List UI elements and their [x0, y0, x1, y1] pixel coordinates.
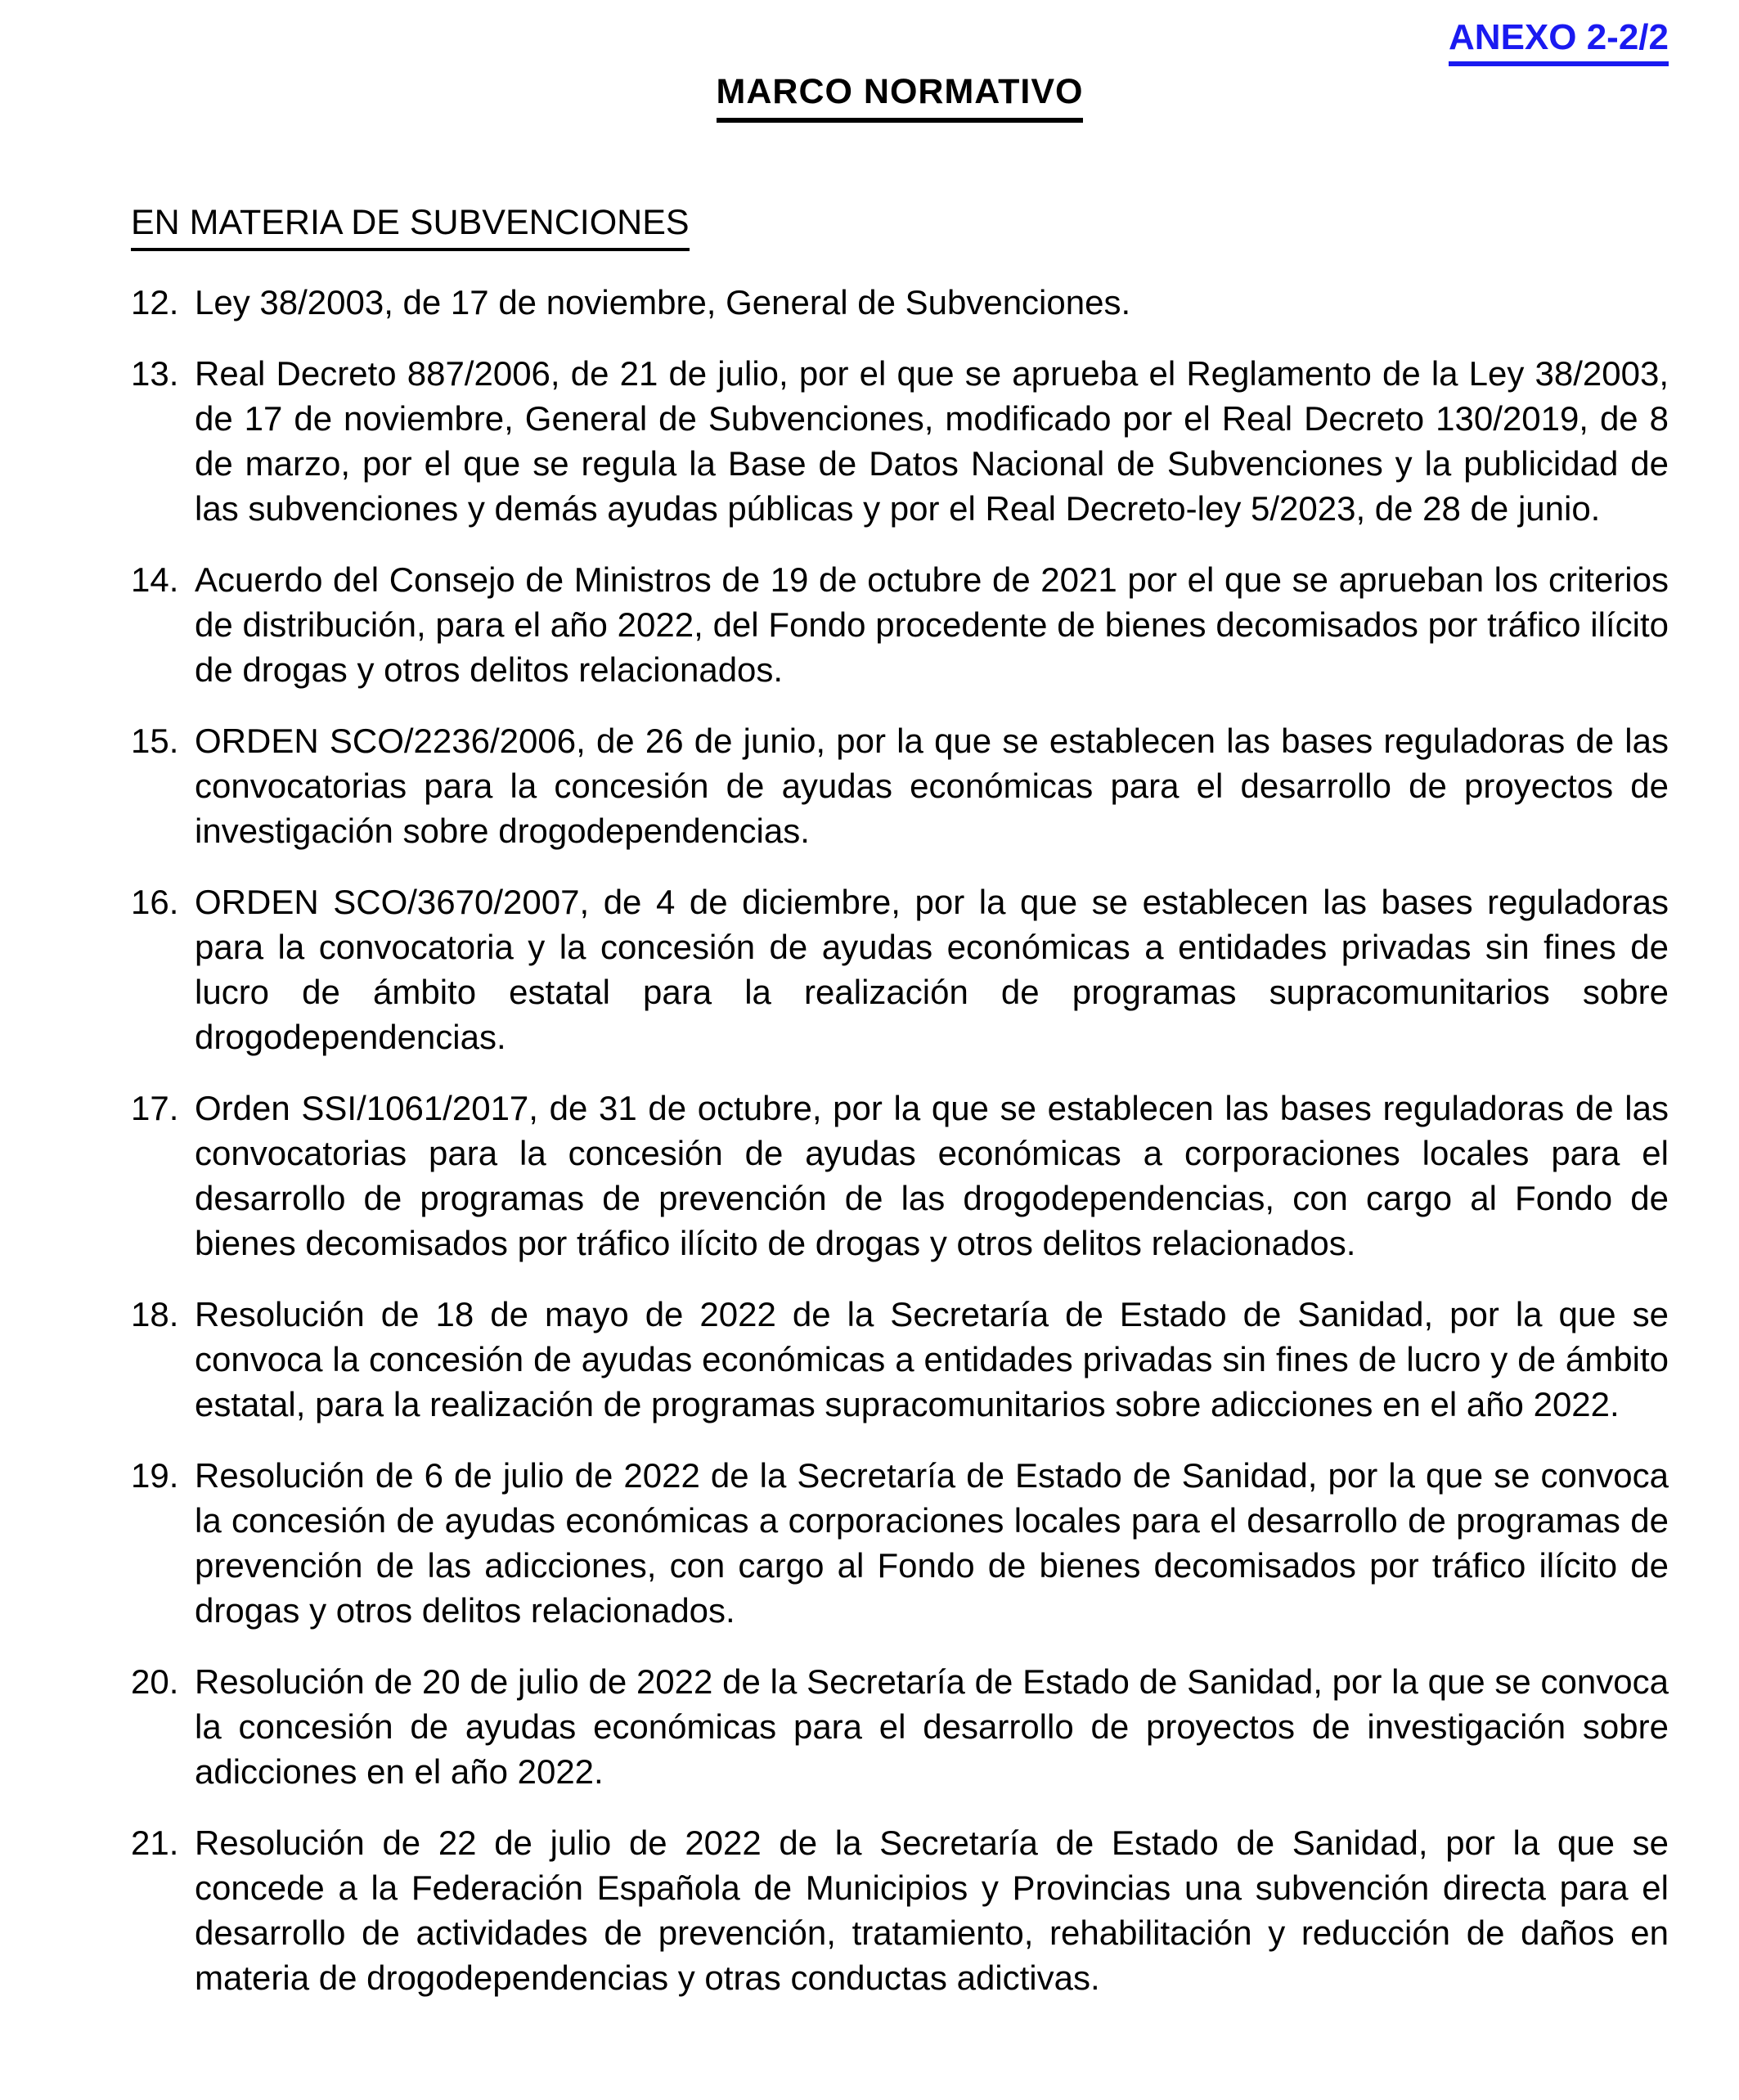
title-row	[131, 69, 1669, 124]
list-item-text: Real Decreto 887/2006, de 21 de julio, por el que se aprueba el Reglamento de la Ley 38/2003, de 17 de noviembre, General de Subvenciones, modificado por el Real Decreto 130/2019, de 8 de marzo, por el que se regula la Base de Datos Nacional de Subvenciones y la publicidad de las subvenciones y demás ayudas públicas y por el Real Decreto-ley 5/2023, de 28 de junio.	[195, 354, 1669, 528]
list-item	[131, 557, 1669, 692]
list-item-text: Resolución de 6 de julio de 2022 de la Secretaría de Estado de Sanidad, por la que se convoca la concesión de ayudas económicas a corporaciones locales para el desarrollo de programas de prevención de las adicciones, con cargo al Fondo de bienes decomisados por tráfico ilícito de drogas y otros delitos relacionados.	[195, 1456, 1669, 1630]
list-item-text: ORDEN SCO/2236/2006, de 26 de junio, por la que se establecen las bases reguladoras de las convocatorias para la concesión de ayudas económicas para el desarrollo de proyectos de investigación sobre drogodependencias.	[195, 722, 1669, 850]
list-item-text: ORDEN SCO/3670/2007, de 4 de diciembre, por la que se establecen las bases reguladoras para la convocatoria y la concesión de ayudas económicas a entidades privadas sin fines de lucro de ámbito estatal para la realización de programas supracomunitarios sobre drogodependencias.	[195, 883, 1669, 1056]
list-item	[131, 1820, 1669, 2000]
list-item	[131, 879, 1669, 1059]
list-item-text: Resolución de 22 de julio de 2022 de la Secretaría de Estado de Sanidad, por la que se concede a la Federación Española de Municipios y Provincias una subvención directa para el desarrollo de actividades de prevención, tratamiento, rehabilitación y reducción de daños en materia de drogodependencias y otras conductas adictivas.	[195, 1823, 1669, 1997]
list-item	[131, 1086, 1669, 1266]
list-item	[131, 351, 1669, 531]
list-item	[131, 1659, 1669, 1794]
list-item-text: Acuerdo del Consejo de Ministros de 19 de octubre de 2021 por el que se aprueban los criterios de distribución, para el año 2022, del Fondo procedente de bienes decomisados por tráfico ilícito de drogas y otros delitos relacionados.	[195, 560, 1669, 689]
page-title: MARCO NORMATIVO	[717, 71, 1084, 123]
list-item	[131, 1453, 1669, 1633]
list-item	[131, 1292, 1669, 1427]
annex-label: ANEXO 2-2/2	[1449, 17, 1669, 66]
list-item-number: 20.	[131, 1662, 179, 1701]
list-item-text: Resolución de 20 de julio de 2022 de la Secretaría de Estado de Sanidad, por la que se convoca la concesión de ayudas económicas para el desarrollo de proyectos de investigación sobre adicciones en el año 2022.	[195, 1662, 1669, 1791]
section-row	[131, 200, 1669, 252]
list-item-text: Resolución de 18 de mayo de 2022 de la Secretaría de Estado de Sanidad, por la que se convoca la concesión de ayudas económicas a entidades privadas sin fines de lucro y de ámbito estatal, para la realización de programas supracomunitarios sobre adicciones en el año 2022.	[195, 1295, 1669, 1423]
list-item-number: 21.	[131, 1823, 179, 1862]
section-heading: EN MATERIA DE SUBVENCIONES	[131, 202, 690, 251]
list-item-number: 13.	[131, 354, 179, 393]
list-item	[131, 718, 1669, 853]
list-item-text: Ley 38/2003, de 17 de noviembre, General de Subvenciones.	[195, 283, 1131, 322]
list-item-number: 15.	[131, 722, 179, 760]
list-item-number: 14.	[131, 560, 179, 599]
list-item-number: 17.	[131, 1089, 179, 1127]
list-item-text: Orden SSI/1061/2017, de 31 de octubre, por la que se establecen las bases reguladoras de las convocatorias para la concesión de ayudas económicas a corporaciones locales para el desarrollo de programas de prevención de las drogodependencias, con cargo al Fondo de bienes decomisados por tráfico ilícito de drogas y otros delitos relacionados.	[195, 1089, 1669, 1262]
list-item-number: 18.	[131, 1295, 179, 1333]
list-item-number: 16.	[131, 883, 179, 921]
list-item-number: 12.	[131, 283, 179, 322]
list-item	[131, 280, 1669, 325]
annex-row	[131, 15, 1669, 67]
normative-list	[131, 280, 1669, 2000]
list-item-number: 19.	[131, 1456, 179, 1495]
